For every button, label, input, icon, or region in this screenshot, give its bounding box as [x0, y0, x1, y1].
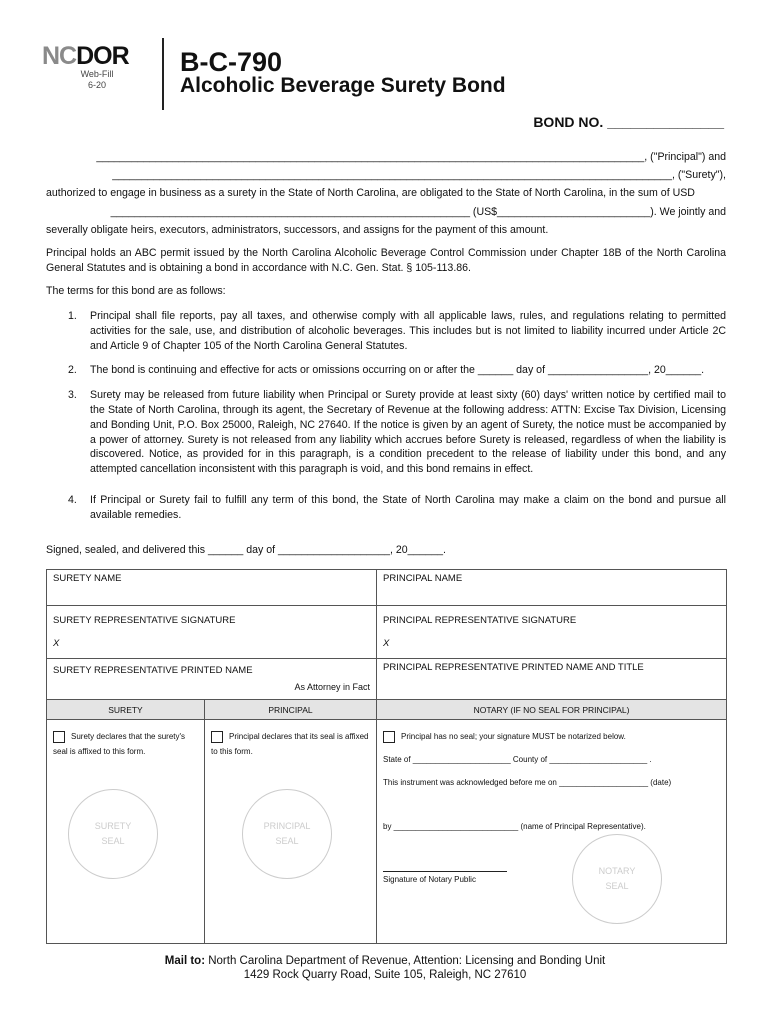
notary-seal-circle: NOTARY SEAL [572, 834, 662, 924]
bond-amount-line[interactable]: _____________________________________________________________ (US$__________________________). We jointly and [110, 206, 726, 218]
principal-seal-circle: PRINCIPAL SEAL [242, 789, 332, 879]
logo-nc: NC [42, 42, 77, 70]
col-notary-header: NOTARY (IF NO SEAL FOR PRINCIPAL) [377, 700, 727, 720]
version-label: 6-20 [87, 80, 106, 90]
surety-name-line[interactable]: _______________________________________________________________________________________________, ("Surety"), [112, 169, 726, 181]
surety-signature-cell[interactable]: SURETY REPRESENTATIVE SIGNATURE X [47, 606, 377, 659]
surety-printed-name-cell[interactable]: SURETY REPRESENTATIVE PRINTED NAME As Attorney in Fact [47, 659, 377, 700]
by-line[interactable]: by ____________________________ (name of Principal Representative). [383, 822, 646, 831]
intro-obligation-text: authorized to engage in business as a surety in the State of North Carolina, are obligated to the State of North Carolina, in the sum of USD [46, 187, 695, 199]
principal-check-label: Principal declares that its seal is affixed to this form. [211, 732, 369, 756]
principal-signature-cell[interactable]: PRINCIPAL REPRESENTATIVE SIGNATURE X [377, 606, 727, 659]
notary-check-label: Principal has no seal; your signature MUST be notarized below. [401, 732, 626, 741]
header-divider [162, 38, 164, 110]
mail-to-line [0, 954, 770, 969]
principal-name-cell[interactable]: PRINCIPAL NAME [377, 570, 727, 606]
logo-dor: DOR [76, 42, 129, 70]
state-county-line[interactable]: State of ______________________ County of ______________________ . [383, 755, 652, 764]
form-code: B-C-790 [180, 47, 283, 77]
principal-seal-checkbox[interactable] [211, 731, 223, 743]
signed-date-line[interactable]: Signed, sealed, and delivered this ______ day of ___________________, 20______. [46, 544, 446, 556]
surety-name-cell[interactable]: SURETY NAME [47, 570, 377, 606]
surety-check-label: Surety declares that the surety's seal is affixed to this form. [53, 732, 186, 756]
bond-number-field[interactable]: BOND NO. _______________ [533, 114, 724, 130]
terms-intro: The terms for this bond are as follows: [46, 285, 226, 297]
term-item: 1. Principal shall file reports, pay all taxes, and otherwise comply with all applicable laws, rules, and regulations relating to permitted activities for the sale, use, and distribution of alcoholic beverages. This includes but is not limited to liability incurred under Article 2C and Article 9 of Chapter 105 of the North Carolina General Statutes. [68, 310, 726, 352]
ncdor-logo [42, 44, 152, 91]
terms-list [46, 309, 726, 533]
mail-to-text: North Carolina Department of Revenue, Attention: Licensing and Bonding Unit [205, 955, 606, 967]
notary-checkbox[interactable] [383, 731, 395, 743]
term-item: 4. If Principal or Surety fail to fulfill any term of this bond, the State of North Carolina may make a claim on the bond and pursue all available remedies. [68, 493, 726, 521]
principal-printed-name-cell[interactable]: PRINCIPAL REPRESENTATIVE PRINTED NAME AND TITLE [377, 659, 727, 700]
intro-obligation-end: severally obligate heirs, executors, administrators, successors, and assigns for the payment of this amount. [46, 224, 549, 236]
notary-cell [377, 720, 727, 944]
col-surety-header: SURETY [47, 700, 205, 720]
term-item: 2. The bond is continuing and effective for acts or omissions occurring on or after the ______ day of _________________, 20______. [68, 364, 705, 377]
surety-seal-checkbox[interactable] [53, 731, 65, 743]
acknowledged-line[interactable]: This instrument was acknowledged before me on ____________________ (date) [383, 778, 672, 787]
mail-to-label: Mail to: [164, 955, 206, 967]
web-fill-label: Web-Fill [80, 69, 114, 79]
surety-seal-circle: SURETY SEAL [68, 789, 158, 879]
permit-paragraph: Principal holds an ABC permit issued by the North Carolina Alcoholic Beverage Control Commission under Chapter 18B of the North Carolina General Statutes and is obtaining a bond in accordance with N.C. Gen. Stat. § 105-113.86. [46, 247, 726, 274]
principal-name-line[interactable]: _____________________________________________________________________________________________, ("Principal") and [96, 151, 726, 163]
mail-address: 1429 Rock Quarry Road, Suite 105, Raleigh, NC 27610 [243, 969, 527, 981]
form-title: Alcoholic Beverage Surety Bond [180, 74, 506, 97]
col-principal-header: PRINCIPAL [205, 700, 377, 720]
notary-signature-label: Signature of Notary Public [383, 875, 476, 884]
term-item: 3. Surety may be released from future liability when Principal or Surety provide at least sixty (60) days' written notice by certified mail to the State of North Carolina, through its agent, the Secretary of Revenue at the following address: ATTN: Excise Tax Division, Licensing and Bonding Unit, P.O. Box 25000, Raleigh, NC 27640. If the notice is given by an agent of Surety, the notice must be accompanied by a power of attorney. Surety is not released from any liability which accrues before Surety is released, regardless of when the liability is discovered. Notice, as provided for in this paragraph, is a condition precedent to the release of liability under this bond, and any attempted cancellation inconsistent with this paragraph is void, and this bond remains in effect. [68, 389, 726, 476]
